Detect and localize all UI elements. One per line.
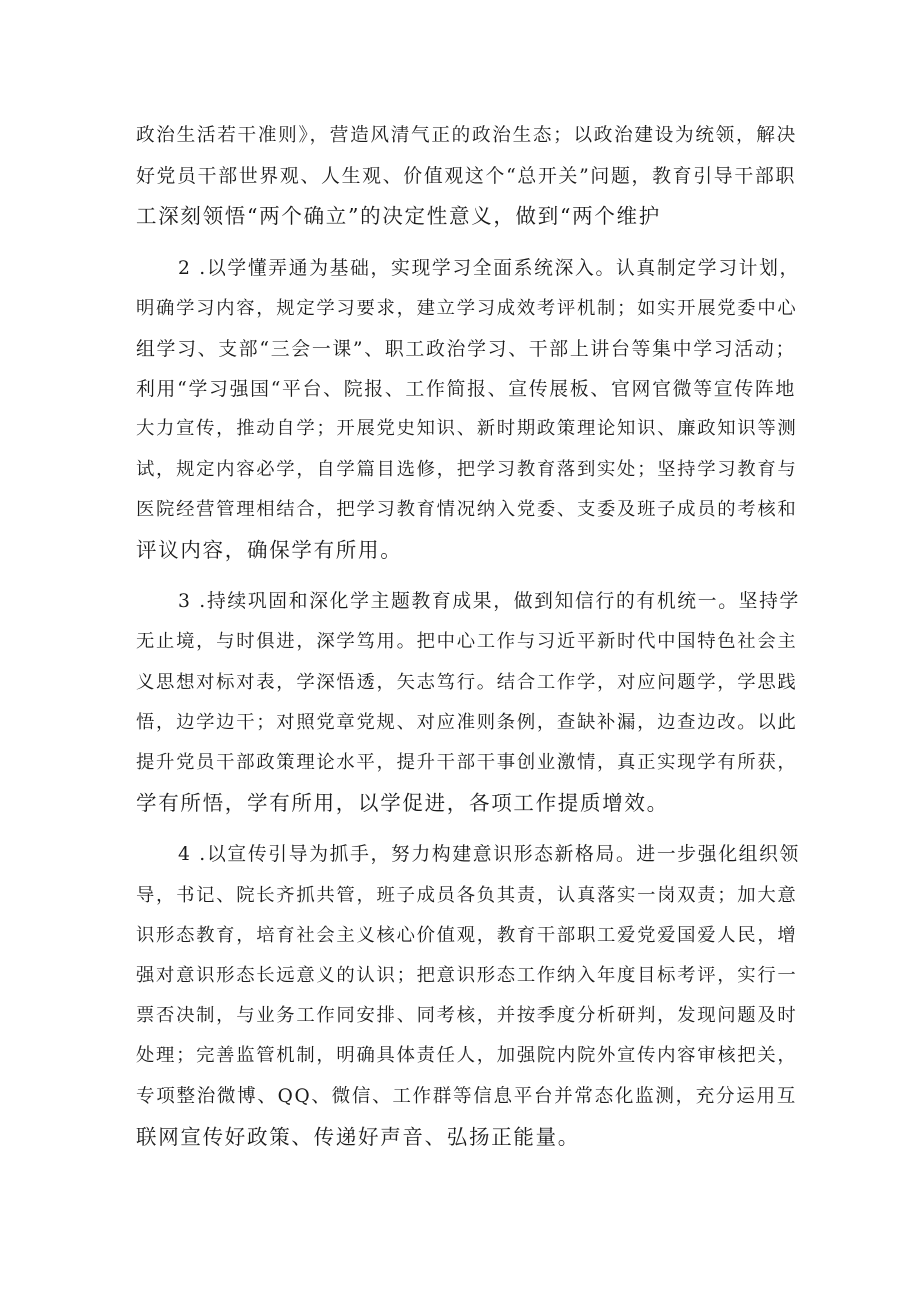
text-line: 强对意识形态长远意义的认识；把意识形态工作纳入年度目标考评，实行一 [136, 965, 798, 987]
text-line: 评议内容，确保学有所用。 [136, 538, 403, 563]
text-line: 识形态教育，培育社会主义核心价值观，教育干部职工爱党爱国爱人民，增 [136, 924, 798, 946]
paragraph-item-2 [136, 249, 800, 571]
text-line: 试，规定内容必学，自学篇目选修，把学习教育落到实处；坚持学习教育与 [136, 458, 798, 480]
text-line: 政治生活若干准则》，营造风清气正的政治生态；以政治建设为统领，解决 [136, 125, 797, 146]
text-line: 大力宣传，推动自学；开展党史知识、新时期政策理论知识、廉政知识等测 [136, 418, 798, 440]
text-line: 好党员干部世界观、人生观、价值观这个“总开关”问题，教育引导干部职 [136, 165, 797, 188]
paragraph-item-3 [136, 582, 800, 823]
text-line: 医院经营管理相结合，把学习教育情况纳入党委、支委及班子成员的考核和 [136, 498, 798, 520]
text-line: 提升党员干部政策理论水平，提升干部干事创业激情，真正实现学有所获， [136, 752, 798, 774]
paragraph-continuation [136, 116, 797, 237]
text-line: 3 .持续巩固和深化学主题教育成果，做到知信行的有机统一。坚持学 [178, 591, 800, 613]
text-line: 联网宣传好政策、传递好声音、弘扬正能量。 [136, 1124, 580, 1149]
document-body [136, 116, 800, 1157]
text-line: 组学习、支部“三会一课”、职工政治学习、干部上讲台等集中学习活动； [136, 338, 797, 361]
text-line: 明确学习内容，规定学习要求，建立学习成效考评机制；如实开展党委中心 [136, 297, 798, 319]
text-line: 悟，边学边干；对照党章党规、对应准则条例，查缺补漏，边查边改。以此 [136, 711, 798, 733]
text-line: 导，书记、院长齐抓共管，班子成员各负其责，认真落实一岗双责；加大意 [136, 884, 798, 906]
paragraph-item-4 [136, 835, 800, 1157]
text-line: 无止境，与时俱进，深学笃用。把中心工作与习近平新时代中国特色社会主 [136, 631, 798, 653]
text-line: 4 .以宣传引导为抓手，努力构建意识形态新格局。进一步强化组织领 [178, 844, 800, 866]
text-line: 义思想对标对表，学深悟透，矢志笃行。结合工作学，对应问题学，学思践 [136, 671, 798, 693]
text-line: 票否决制，与业务工作同安排、同考核，并按季度分析研判，发现问题及时 [136, 1005, 798, 1027]
text-line: 处理；完善监管机制，明确具体责任人，加强院内院外宣传内容审核把关， [136, 1045, 798, 1067]
text-line: 利用“学习强国“平台、院报、工作简报、宣传展板、官网官微等宣传阵地 [136, 378, 797, 401]
text-line: 专项整治微博、QQ、微信、工作群等信息平台并常态化监测，充分运用互 [136, 1085, 797, 1107]
text-line: 学有所悟，学有所用，以学促进，各项工作提质增效。 [136, 791, 669, 816]
text-line: 2 .以学懂弄通为基础，实现学习全面系统深入。认真制定学习计划， [178, 257, 800, 279]
text-line: 工深刻领悟“两个确立”的决定性意义，做到“两个维护 [136, 204, 661, 229]
